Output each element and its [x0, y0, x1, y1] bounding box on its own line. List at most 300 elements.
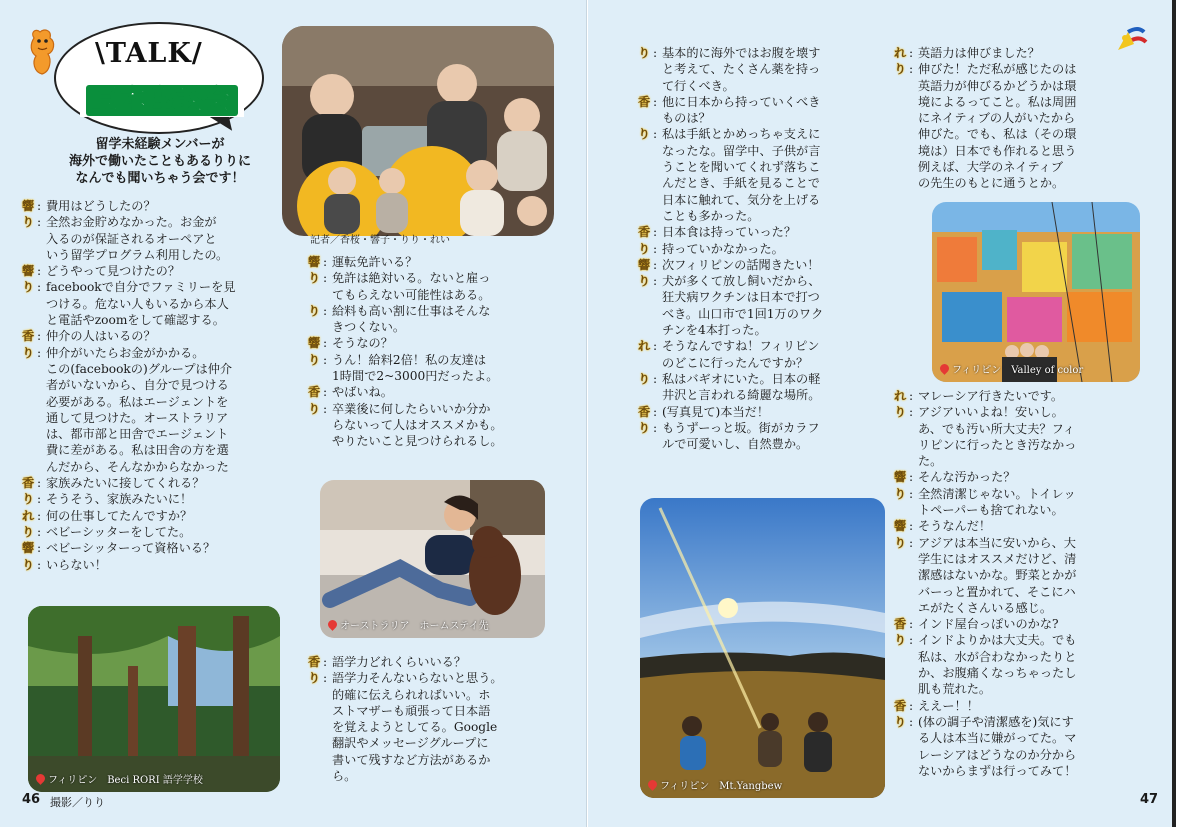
dialogue-text: ベビーシッターをしてた。 — [46, 524, 192, 539]
dialogue-line — [894, 714, 1156, 730]
speaker-mark — [638, 175, 653, 191]
dialogue-line — [894, 404, 1156, 420]
speaker-mark: り — [308, 401, 321, 416]
speaker-mark: 香 — [894, 698, 907, 713]
dialogue-text: (写真見て)本当だ！ — [662, 404, 770, 419]
speaker-colon — [323, 735, 332, 751]
dialogue-line — [22, 459, 302, 475]
dialogue-text: にネイティブの人がいたから — [918, 111, 1076, 126]
dialogue-text: いう留学プログラム利用したの。 — [46, 247, 229, 262]
speaker-colon — [323, 768, 332, 784]
dialogue-line — [894, 175, 1156, 191]
dialogue-line — [894, 567, 1156, 583]
speaker-mark: り — [894, 62, 907, 77]
speaker-mark: れ — [22, 508, 35, 523]
dialogue-text: か、お腹痛くなっちゃったし — [918, 666, 1077, 681]
dialogue-text: ものは？ — [662, 111, 711, 126]
speaker-mark: 響 — [22, 264, 35, 279]
speaker-mark: り — [638, 127, 651, 142]
speaker-colon — [909, 600, 918, 616]
speaker-colon — [653, 387, 662, 403]
dialogue-text: 的確に伝えられればいい。ホ — [332, 687, 491, 702]
dialogue-text: マレーシア行きたいです。 — [918, 389, 1064, 403]
speaker-colon — [909, 78, 918, 94]
speaker-colon — [323, 752, 332, 768]
dialogue-line — [894, 632, 1156, 648]
speaker-mark: り — [638, 420, 651, 435]
dialogue-line — [894, 502, 1156, 518]
intro-text — [40, 136, 280, 187]
speaker-mark — [308, 433, 323, 449]
dialogue-line — [22, 442, 302, 458]
speaker-colon: : — [323, 271, 328, 286]
dialogue-line — [894, 600, 1156, 616]
dialogue-line — [638, 110, 888, 126]
speaker-colon — [909, 437, 918, 453]
speaker-mark — [308, 752, 323, 768]
speaker-mark: 響 — [894, 519, 907, 534]
speaker-mark: り — [638, 46, 651, 60]
speaker-mark — [894, 567, 909, 583]
speaker-colon: : — [37, 541, 42, 556]
dialogue-text: どうやって見つけたの？ — [46, 264, 181, 279]
speaker-mark — [22, 394, 37, 410]
photo-caption — [940, 361, 1083, 376]
speaker-colon — [37, 377, 46, 393]
caption-text: フィリピン Beci RORI 語学学校 — [48, 775, 203, 786]
dialogue-text: やばいね。 — [332, 385, 393, 400]
dialogue-line — [308, 270, 553, 286]
dialogue-text: 学生にはオススメだけど、清 — [918, 551, 1077, 566]
group-photo — [282, 26, 554, 236]
speaker-colon — [909, 665, 918, 681]
speaker-mark: 香 — [308, 385, 321, 400]
dialogue-text: 語学力どれくらいいる？ — [332, 655, 467, 669]
speaker-colon: : — [37, 280, 42, 295]
dialogue-text: んだとき、手紙を見ることで — [662, 176, 820, 191]
dialogue-text: 日本食は持っていった？ — [662, 225, 797, 240]
speaker-colon: : — [323, 303, 328, 318]
speaker-mark: り — [22, 280, 35, 295]
dialogue-line — [22, 279, 302, 295]
speaker-colon: : — [37, 264, 42, 279]
speaker-colon — [323, 368, 332, 384]
dialogue-text: トペーパーも捨てれない。 — [918, 503, 1064, 518]
dialogue-line — [308, 417, 553, 433]
speaker-mark: 香 — [638, 94, 651, 109]
photo-caption — [328, 617, 489, 632]
dialogue-text: うことを聞いてくれず落ちこ — [662, 160, 821, 175]
dialogue-text: 例えば、大学のネイティブ — [918, 160, 1064, 175]
speaker-mark: 香 — [22, 476, 35, 491]
speaker-colon: : — [653, 339, 658, 354]
speaker-colon — [909, 502, 918, 518]
speaker-colon — [323, 417, 332, 433]
dialogue-line — [22, 540, 302, 556]
speaker-mark — [638, 192, 653, 208]
dialogue-text: てもらえない可能性はある。 — [332, 287, 491, 302]
dialogue-text: そんな汚かった？ — [918, 470, 1016, 485]
speaker-colon: : — [323, 401, 328, 416]
dialogue-text: 英語力は伸びました？ — [918, 46, 1040, 60]
dialogue-line — [638, 436, 888, 452]
dialogue-text: 犬が多くて放し飼いだから、 — [662, 274, 821, 289]
dialogue-line — [22, 475, 302, 491]
speaker-colon — [909, 584, 918, 600]
speaker-mark: 響 — [638, 257, 651, 272]
speaker-mark — [894, 649, 909, 665]
speaker-colon — [909, 681, 918, 697]
dialogue-text: そうなんだ！ — [918, 519, 992, 534]
speaker-mark — [22, 247, 37, 263]
speaker-colon — [653, 208, 662, 224]
dialogue-text: と電話やzoomをして確認する。 — [46, 313, 225, 328]
dialogue-text: 井沢と言われる綺麗な場所。 — [662, 388, 821, 403]
dialogue-line — [638, 224, 888, 240]
speaker-mark — [308, 287, 323, 303]
dialogue-text: レーシアはどうなのか分から — [918, 747, 1077, 762]
dialogue-line — [894, 78, 1156, 94]
location-pin-icon — [938, 362, 951, 375]
speaker-colon: : — [37, 524, 42, 539]
speaker-mark: り — [894, 633, 907, 648]
dialogue-text: 日本に触れて、気分を上げる — [662, 192, 821, 207]
dialogue-line — [638, 143, 888, 159]
speaker-mark: 香 — [638, 404, 651, 419]
speaker-colon: : — [37, 215, 42, 230]
speaker-colon: : — [909, 405, 914, 420]
dialogue-line — [894, 665, 1156, 681]
speaker-colon — [909, 730, 918, 746]
dialogue-line — [22, 198, 302, 214]
dialogue-text: そうなの？ — [332, 336, 393, 351]
speaker-colon: : — [37, 329, 42, 344]
speaker-colon — [653, 61, 662, 77]
dialogue-line — [894, 126, 1156, 142]
speaker-colon: : — [37, 492, 42, 507]
speaker-mark — [22, 296, 37, 312]
dialogue-text: 入るのが保証されるオーペアと — [46, 231, 217, 246]
page-title — [80, 78, 244, 117]
dialogue-line — [308, 719, 553, 735]
speaker-mark — [894, 747, 909, 763]
speaker-colon: : — [909, 698, 914, 713]
dialogue-text: チンを4本打った。 — [662, 323, 767, 338]
speaker-colon: : — [653, 404, 658, 419]
dialogue-line — [308, 384, 553, 400]
speaker-mark — [894, 94, 909, 110]
speaker-mark — [638, 208, 653, 224]
dialogue-line — [894, 94, 1156, 110]
speaker-mark: 響 — [308, 255, 321, 269]
dialogue-line — [894, 747, 1156, 763]
dialogue-line — [22, 328, 302, 344]
speaker-mark: り — [22, 215, 35, 230]
dialogue-text: ないからまずは行ってみて！ — [918, 763, 1077, 778]
speaker-colon — [323, 319, 332, 335]
dialogue-line — [894, 61, 1156, 77]
speaker-colon — [37, 442, 46, 458]
dialogue-text: 必要がある。私はエージェントを — [46, 394, 229, 409]
dialogue-text: ことも多かった。 — [662, 208, 760, 223]
dialogue-line — [638, 289, 888, 305]
location-pin-icon — [34, 772, 47, 785]
speaker-mark — [894, 681, 909, 697]
speaker-colon — [653, 143, 662, 159]
dialogue-line — [638, 355, 888, 371]
speaker-colon — [37, 426, 46, 442]
speaker-colon — [323, 287, 332, 303]
speaker-colon: : — [653, 274, 658, 289]
speaker-mark — [638, 110, 653, 126]
dialogue-line — [22, 557, 302, 573]
speaker-colon — [909, 747, 918, 763]
intro-line: なんでも聞いちゃう会です！ — [75, 171, 245, 186]
dialogue-line — [638, 322, 888, 338]
speaker-colon — [653, 289, 662, 305]
page-title-text: 豆本座談会 — [86, 85, 238, 116]
speaker-mark — [308, 417, 323, 433]
speaker-mark: り — [894, 405, 907, 420]
speaker-mark — [894, 730, 909, 746]
town-photo — [932, 202, 1140, 382]
dialogue-text: の先生のもとに通うとか。 — [918, 176, 1065, 191]
speaker-colon: : — [909, 46, 914, 60]
speaker-mark — [22, 361, 37, 377]
dialogue-line — [308, 670, 553, 686]
speaker-mark — [894, 584, 909, 600]
dialogue-line — [894, 551, 1156, 567]
speaker-mark — [894, 126, 909, 142]
speaker-colon: : — [653, 420, 658, 435]
dialogue-line — [22, 247, 302, 263]
location-pin-icon — [646, 778, 659, 791]
dialogue-text: 境によるってこと。私は周囲 — [918, 94, 1077, 109]
dialogue-line — [894, 45, 1156, 61]
dialogue-line — [308, 254, 553, 270]
speaker-mark — [894, 763, 909, 779]
speaker-mark: 香 — [894, 617, 907, 632]
dialogue-text: アジアは本当に安いから、大 — [918, 535, 1076, 550]
dialogue-text: んだから、そんなかからなかった — [46, 459, 229, 474]
dialogue-text: 者がいないから、自分で見つける — [46, 378, 229, 393]
dialogue-line — [638, 420, 888, 436]
dialogue-text: のどこに行ったんですか？ — [662, 355, 809, 370]
dialogue-text: ストマザーも頑張って日本語 — [332, 703, 491, 718]
speaker-colon: : — [37, 508, 42, 523]
speaker-mark: り — [638, 371, 651, 386]
dialogue-text: と考えて、たくさん薬を持っ — [662, 62, 821, 77]
dialogue-text: て行くべき。 — [662, 78, 735, 93]
dialogue-line — [22, 508, 302, 524]
speaker-mark: 響 — [22, 541, 35, 556]
speaker-mark — [22, 231, 37, 247]
dialogue-line — [308, 687, 553, 703]
speaker-mark: り — [894, 714, 907, 729]
dialogue-text: つける。危ない人もいるから本人 — [46, 296, 229, 311]
speaker-colon: : — [909, 486, 914, 501]
speaker-mark: れ — [894, 46, 907, 60]
speaker-mark — [22, 377, 37, 393]
dialogue-text: 持っていかなかった。 — [662, 241, 784, 256]
interview-column-3 — [638, 45, 888, 452]
dialogue-text: 肌も荒れた。 — [918, 682, 992, 697]
speaker-colon: : — [653, 241, 658, 256]
dialogue-line — [308, 335, 553, 351]
speaker-mark: り — [22, 345, 35, 360]
dialogue-line — [22, 231, 302, 247]
dialogue-text: 仲介の人はいるの？ — [46, 329, 156, 344]
dialogue-line — [894, 453, 1156, 469]
speaker-mark — [22, 410, 37, 426]
speaker-mark — [22, 459, 37, 475]
dialogue-text: そうなんですね！フィリピン — [662, 339, 820, 354]
interview-column-4b — [894, 388, 1156, 779]
speaker-mark — [308, 687, 323, 703]
dialogue-line — [638, 45, 888, 61]
speaker-colon: : — [909, 389, 914, 403]
speaker-colon — [909, 110, 918, 126]
dialogue-text: (体の調子や清潔感を)気にす — [918, 714, 1074, 729]
location-pin-icon — [326, 618, 339, 631]
left-page — [0, 0, 587, 827]
speaker-mark — [638, 306, 653, 322]
dialogue-line — [638, 208, 888, 224]
sunset-photo — [640, 498, 885, 798]
speaker-mark — [638, 61, 653, 77]
speaker-mark — [308, 768, 323, 784]
speaker-mark: り — [638, 274, 651, 289]
speaker-colon — [37, 459, 46, 475]
photo-credit: 撮影／りり — [50, 796, 105, 809]
dialogue-text: あ、でも汚い所大丈夫？フィ — [918, 421, 1075, 436]
dialogue-text: ええー！！ — [918, 698, 979, 713]
speaker-colon — [37, 410, 46, 426]
speaker-colon — [37, 247, 46, 263]
speaker-colon: : — [653, 257, 658, 272]
speaker-mark — [894, 600, 909, 616]
speaker-colon: : — [909, 470, 914, 485]
speaker-colon — [653, 436, 662, 452]
speaker-colon: : — [909, 617, 914, 632]
speaker-colon — [37, 394, 46, 410]
speaker-colon: : — [37, 557, 42, 572]
speaker-mark: 香 — [22, 329, 35, 344]
page-number-left: 46 — [22, 792, 41, 807]
speaker-colon — [323, 687, 332, 703]
speaker-colon: : — [909, 714, 914, 729]
speaker-mark — [894, 175, 909, 191]
dialogue-line — [22, 214, 302, 230]
speaker-colon — [909, 143, 918, 159]
dialogue-text: 他に日本から持っていくべき — [662, 94, 821, 109]
interview-column-2b — [308, 654, 553, 784]
dialogue-line — [894, 584, 1156, 600]
dialogue-line — [894, 518, 1156, 534]
dialogue-line — [22, 426, 302, 442]
dialogue-text: を覚えようとしてる。Google — [332, 720, 498, 735]
dialogue-line — [308, 352, 553, 368]
dialogue-text: 境は）日本でも作れると思う — [918, 143, 1077, 158]
dialogue-line — [308, 368, 553, 384]
speaker-mark: り — [22, 524, 35, 539]
speaker-mark: 響 — [22, 199, 35, 213]
dialogue-line — [894, 159, 1156, 175]
speaker-colon — [37, 361, 46, 377]
dialogue-text: facebookで自分でファミリーを見 — [46, 280, 236, 295]
intro-line: 海外で働いたこともあるりりに — [68, 154, 251, 169]
dialogue-text: なったな。留学中、子供が言 — [662, 143, 821, 158]
speaker-mark — [894, 453, 909, 469]
dialogue-line — [22, 296, 302, 312]
speaker-mark — [308, 735, 323, 751]
speaker-mark — [638, 289, 653, 305]
dialogue-text: 費用はどうしたの？ — [46, 199, 156, 213]
speaker-colon — [909, 649, 918, 665]
speaker-colon: : — [909, 633, 914, 648]
speaker-mark — [638, 143, 653, 159]
dialogue-line — [638, 404, 888, 420]
dialogue-text: インドよりかは大丈夫。でも — [918, 633, 1077, 648]
dialogue-text: いらない！ — [46, 557, 107, 572]
speaker-colon — [909, 159, 918, 175]
speaker-colon: : — [909, 62, 914, 77]
dialogue-line — [638, 126, 888, 142]
speaker-colon: : — [653, 225, 658, 240]
dialogue-text: た。 — [918, 454, 943, 469]
dialogue-text: インド屋台っぽいのかな? — [918, 617, 1059, 632]
speaker-mark: り — [22, 557, 35, 572]
speaker-colon: : — [323, 671, 328, 686]
speaker-colon — [653, 159, 662, 175]
dialogue-line — [638, 94, 888, 110]
dialogue-text: は、都市部と田舎でエージェント — [46, 427, 229, 442]
dialogue-text: 全然お金貯めなかった。お金が — [46, 215, 217, 230]
dialogue-text: ベビーシッターって資格いる？ — [46, 541, 216, 556]
speaker-colon — [909, 763, 918, 779]
speaker-mark: り — [308, 352, 321, 367]
dialogue-line — [894, 730, 1156, 746]
dialogue-line — [22, 361, 302, 377]
dialogue-text: 仲介がいたらお金がかかる。 — [46, 345, 205, 360]
dialogue-text: 翻訳やメッセージグループに — [332, 736, 489, 751]
speaker-mark: れ — [894, 389, 907, 403]
dialogue-text: 語学力そんないらないと思う。 — [332, 671, 503, 686]
dialogue-line — [894, 698, 1156, 714]
speaker-colon — [653, 110, 662, 126]
speaker-colon: : — [323, 336, 328, 351]
dialogue-text: 全然清潔じゃない。トイレッ — [918, 486, 1076, 501]
speaker-mark: り — [308, 303, 321, 318]
dialogue-line — [308, 303, 553, 319]
talk-label: \TALK/ — [95, 38, 203, 69]
speaker-mark — [308, 368, 323, 384]
dialogue-line — [638, 159, 888, 175]
dialogue-text: 狂犬病ワクチンは日本で打つ — [662, 290, 820, 305]
caption-text: フィリピン Mt.Yangbew — [660, 781, 783, 792]
speaker-mark — [638, 322, 653, 338]
speaker-mark: り — [894, 486, 907, 501]
dialogue-line — [22, 263, 302, 279]
caption-text: フィリピン Valley of color — [952, 365, 1084, 376]
intro-line: 留学未経験メンバーが — [95, 137, 225, 152]
dialogue-text: 英語力が伸びるかどうかは環 — [918, 78, 1077, 93]
dialogue-line — [22, 524, 302, 540]
speaker-mark — [638, 387, 653, 403]
reporter-credit: 記者／香桜・響子・りり・れい — [310, 235, 450, 246]
speaker-mark — [894, 665, 909, 681]
dialogue-text: 費に差がある。私は田舎の方を選 — [46, 443, 229, 458]
